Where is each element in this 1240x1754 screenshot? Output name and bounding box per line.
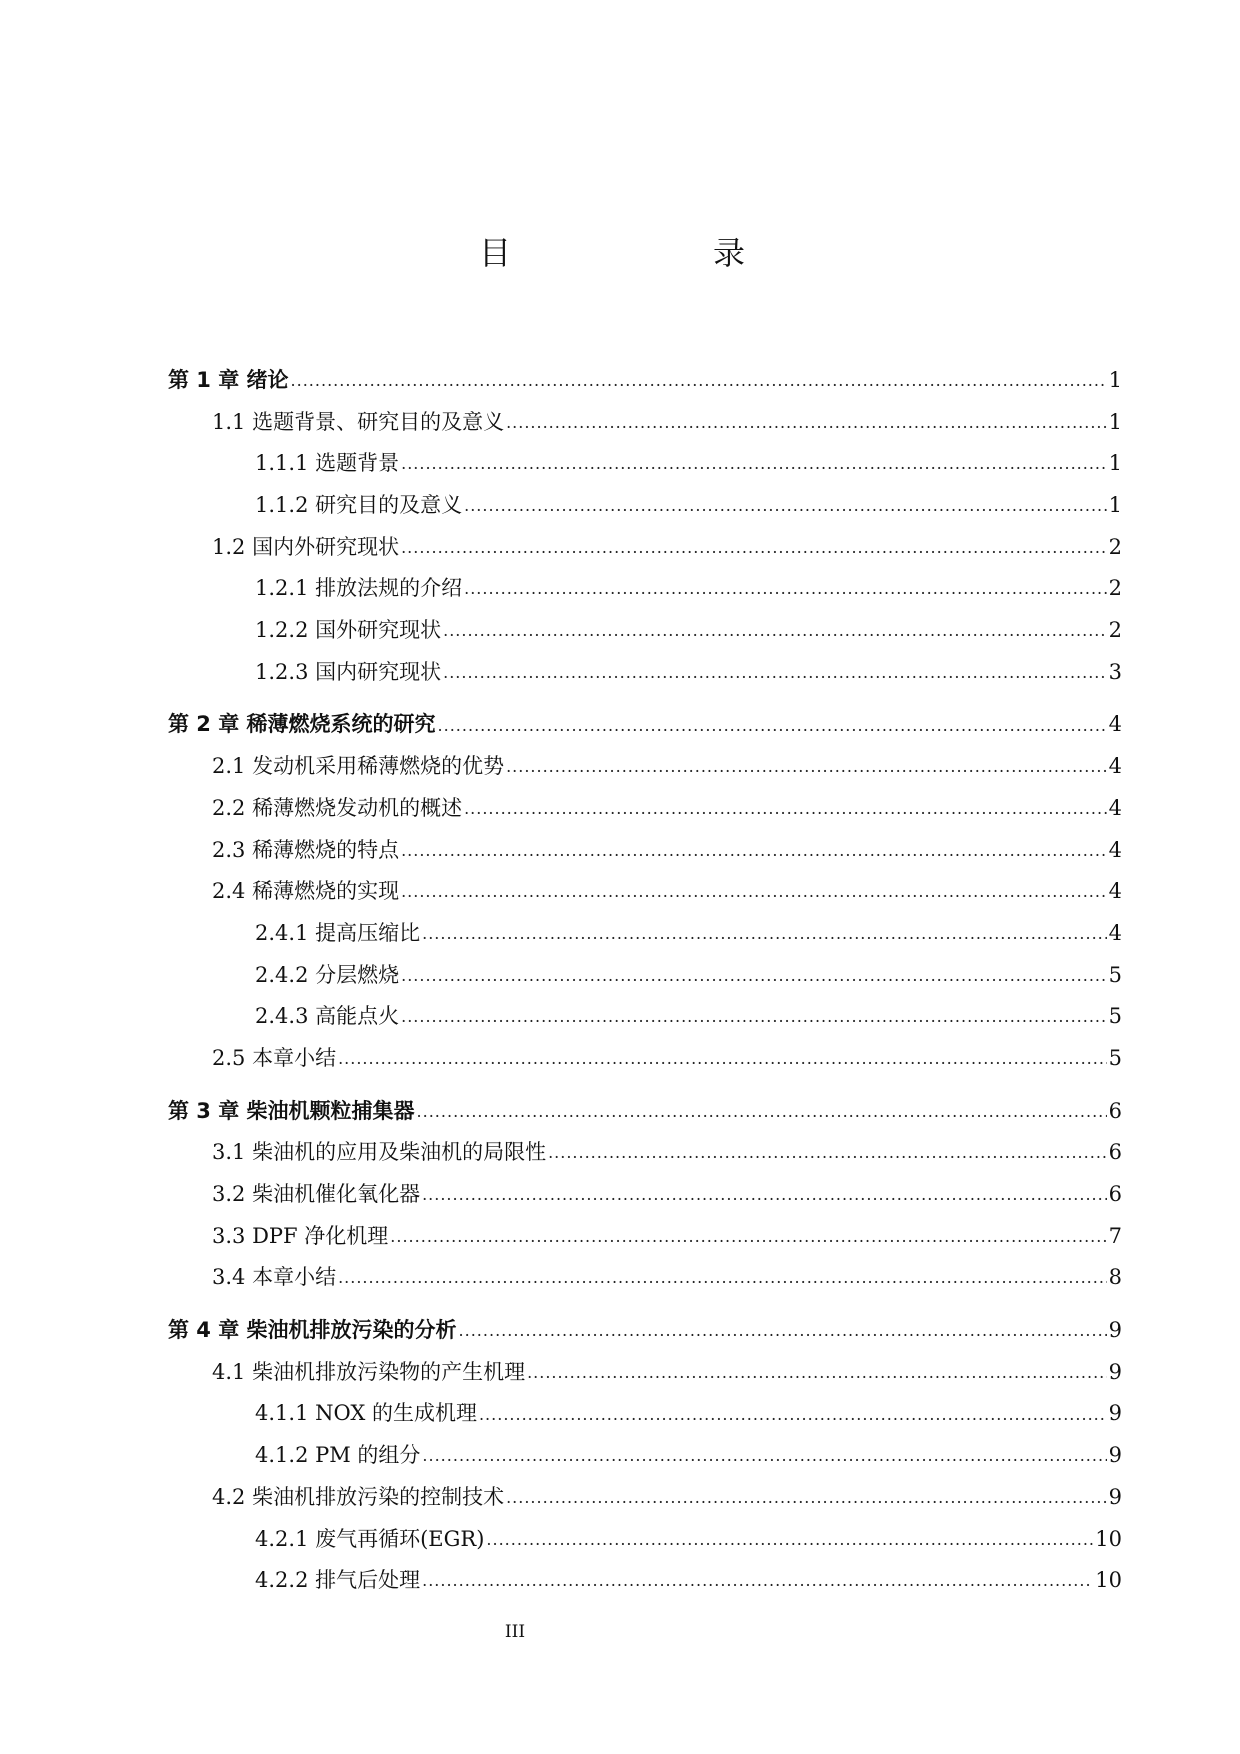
dot-leader: [422, 913, 1107, 955]
dot-leader: [401, 830, 1107, 872]
dot-leader: [506, 746, 1107, 788]
toc-entry-label: 4.2.2 排气后处理: [255, 1568, 421, 1593]
toc-entry-label: 1.1 选题背景、研究目的及意义: [212, 409, 505, 434]
dot-leader: [443, 652, 1107, 694]
toc-entry-label: 2.1 发动机采用稀薄燃烧的优势: [212, 754, 505, 779]
toc-entry-label: 2.4.2 分层燃烧: [255, 962, 400, 987]
toc-entry: [168, 485, 1122, 527]
toc-entry: [168, 652, 1122, 694]
page-title: 目 录: [478, 234, 791, 272]
toc-entry-label: 3.1 柴油机的应用及柴油机的局限性: [212, 1140, 547, 1165]
toc-entry: [168, 1091, 1122, 1133]
toc-entry-page-number: 6: [1108, 1182, 1122, 1207]
toc-entry-page-number: 5: [1108, 962, 1122, 987]
dot-leader: [548, 1132, 1107, 1174]
dot-leader: [459, 1310, 1107, 1352]
dot-leader: [291, 360, 1107, 402]
dot-leader: [443, 610, 1107, 652]
toc-entry-page-number: 10: [1095, 1526, 1122, 1551]
toc-entry-page-number: 4: [1108, 795, 1122, 820]
toc-entry-label: 2.4.3 高能点火: [255, 1004, 400, 1029]
toc-entry-page-number: 4: [1108, 754, 1122, 779]
dot-leader: [422, 1174, 1107, 1216]
dot-leader: [479, 1394, 1107, 1436]
footer-page-number: III: [504, 1622, 526, 1642]
toc-entry-page-number: 8: [1108, 1265, 1122, 1290]
dot-leader: [401, 955, 1107, 997]
dot-leader: [422, 1435, 1106, 1477]
toc-entry: [168, 1435, 1122, 1477]
toc-entry: [168, 1257, 1122, 1299]
toc-entry-page-number: 2: [1108, 576, 1122, 601]
dot-leader: [338, 1038, 1107, 1080]
toc-entry: [168, 996, 1122, 1038]
dot-leader: [401, 527, 1107, 569]
toc-entry: [168, 705, 1122, 747]
dot-leader: [417, 1091, 1107, 1133]
toc-entry-page-number: 4: [1108, 837, 1122, 862]
toc-entry-page-number: 1: [1108, 409, 1122, 434]
toc-entry-page-number: 9: [1108, 1359, 1122, 1384]
toc-entry-label: 2.5 本章小结: [212, 1045, 337, 1070]
toc-entry: [168, 527, 1122, 569]
toc-entry: [168, 1174, 1122, 1216]
toc-entry: [168, 1310, 1122, 1352]
toc-entry-label: 4.1 柴油机排放污染物的产生机理: [212, 1359, 526, 1384]
toc-entry-page-number: 3: [1108, 659, 1122, 684]
toc-entry-label: 第 3 章 柴油机颗粒捕集器: [168, 1098, 415, 1123]
toc-entry-label: 第 1 章 绪论: [168, 367, 289, 392]
dot-leader: [464, 788, 1107, 830]
toc-entry: [168, 1352, 1122, 1394]
toc-entry-page-number: 5: [1108, 1004, 1122, 1029]
dot-leader: [438, 705, 1107, 747]
toc-entry: [168, 443, 1122, 485]
toc-entry-page-number: 2: [1108, 618, 1122, 643]
dot-leader: [527, 1352, 1107, 1394]
toc-entry-page-number: 9: [1108, 1484, 1122, 1509]
toc-entry: [168, 610, 1122, 652]
toc-entry-page-number: 4: [1108, 712, 1122, 737]
toc-entry-label: 2.2 稀薄燃烧发动机的概述: [212, 795, 463, 820]
toc-entry: [168, 871, 1122, 913]
toc-entry-page-number: 7: [1108, 1223, 1122, 1248]
toc-entry: [168, 1038, 1122, 1080]
toc-entry-page-number: 5: [1108, 1045, 1122, 1070]
toc-entry-label: 1.2.1 排放法规的介绍: [255, 576, 463, 601]
toc-entry: [168, 788, 1122, 830]
dot-leader: [506, 1477, 1107, 1519]
toc-entry-page-number: 4: [1108, 920, 1122, 945]
toc-entry-page-number: 10: [1095, 1568, 1122, 1593]
toc-entry-label: 4.2 柴油机排放污染的控制技术: [212, 1484, 505, 1509]
toc-entry-page-number: 4: [1108, 879, 1122, 904]
toc-entry: [168, 1132, 1122, 1174]
dot-leader: [506, 402, 1107, 444]
toc-entry-label: 3.3 DPF 净化机理: [212, 1223, 389, 1248]
toc-entry-label: 3.4 本章小结: [212, 1265, 337, 1290]
toc-entry-label: 3.2 柴油机催化氧化器: [212, 1182, 421, 1207]
toc-entry-label: 2.3 稀薄燃烧的特点: [212, 837, 400, 862]
toc-entry: [168, 746, 1122, 788]
toc-entry-label: 1.1.2 研究目的及意义: [255, 493, 463, 518]
toc-entry-page-number: 9: [1108, 1318, 1122, 1343]
toc-entry: [168, 830, 1122, 872]
toc-entry-label: 1.1.1 选题背景: [255, 451, 400, 476]
toc-entry-label: 2.4 稀薄燃烧的实现: [212, 879, 400, 904]
dot-leader: [422, 1560, 1093, 1602]
dot-leader: [390, 1216, 1106, 1258]
toc-entry-label: 1.2 国内外研究现状: [212, 534, 400, 559]
toc-entry-page-number: 1: [1108, 493, 1122, 518]
toc-entry-label: 第 2 章 稀薄燃烧系统的研究: [168, 712, 436, 737]
toc-entry-label: 4.2.1 废气再循环(EGR): [255, 1526, 485, 1551]
toc-entry: [168, 402, 1122, 444]
toc-entry-page-number: 6: [1108, 1140, 1122, 1165]
toc-entry-label: 2.4.1 提高压缩比: [255, 920, 421, 945]
toc-entry-page-number: 9: [1108, 1401, 1122, 1426]
toc-entry-page-number: 1: [1108, 451, 1122, 476]
toc-entry: [168, 1519, 1122, 1561]
toc-entry-page-number: 2: [1108, 534, 1122, 559]
dot-leader: [464, 568, 1107, 610]
toc-entry: [168, 360, 1122, 402]
dot-leader: [338, 1257, 1107, 1299]
toc-entry-label: 4.1.1 NOX 的生成机理: [255, 1401, 477, 1426]
dot-leader: [401, 996, 1107, 1038]
toc-entry: [168, 913, 1122, 955]
toc-entry: [168, 955, 1122, 997]
dot-leader: [401, 871, 1107, 913]
toc-entry: [168, 1216, 1122, 1258]
dot-leader: [464, 485, 1107, 527]
table-of-contents: [168, 360, 1122, 1602]
toc-entry: [168, 1394, 1122, 1436]
toc-entry-label: 第 4 章 柴油机排放污染的分析: [168, 1318, 457, 1343]
toc-entry-label: 1.2.2 国外研究现状: [255, 618, 442, 643]
toc-entry-label: 1.2.3 国内研究现状: [255, 659, 442, 684]
toc-entry-page-number: 9: [1108, 1443, 1122, 1468]
toc-entry: [168, 1560, 1122, 1602]
dot-leader: [486, 1519, 1093, 1561]
toc-entry: [168, 568, 1122, 610]
dot-leader: [401, 443, 1107, 485]
toc-entry: [168, 1477, 1122, 1519]
toc-entry-page-number: 1: [1108, 367, 1122, 392]
toc-entry-label: 4.1.2 PM 的组分: [255, 1443, 421, 1468]
toc-entry-page-number: 6: [1108, 1098, 1122, 1123]
